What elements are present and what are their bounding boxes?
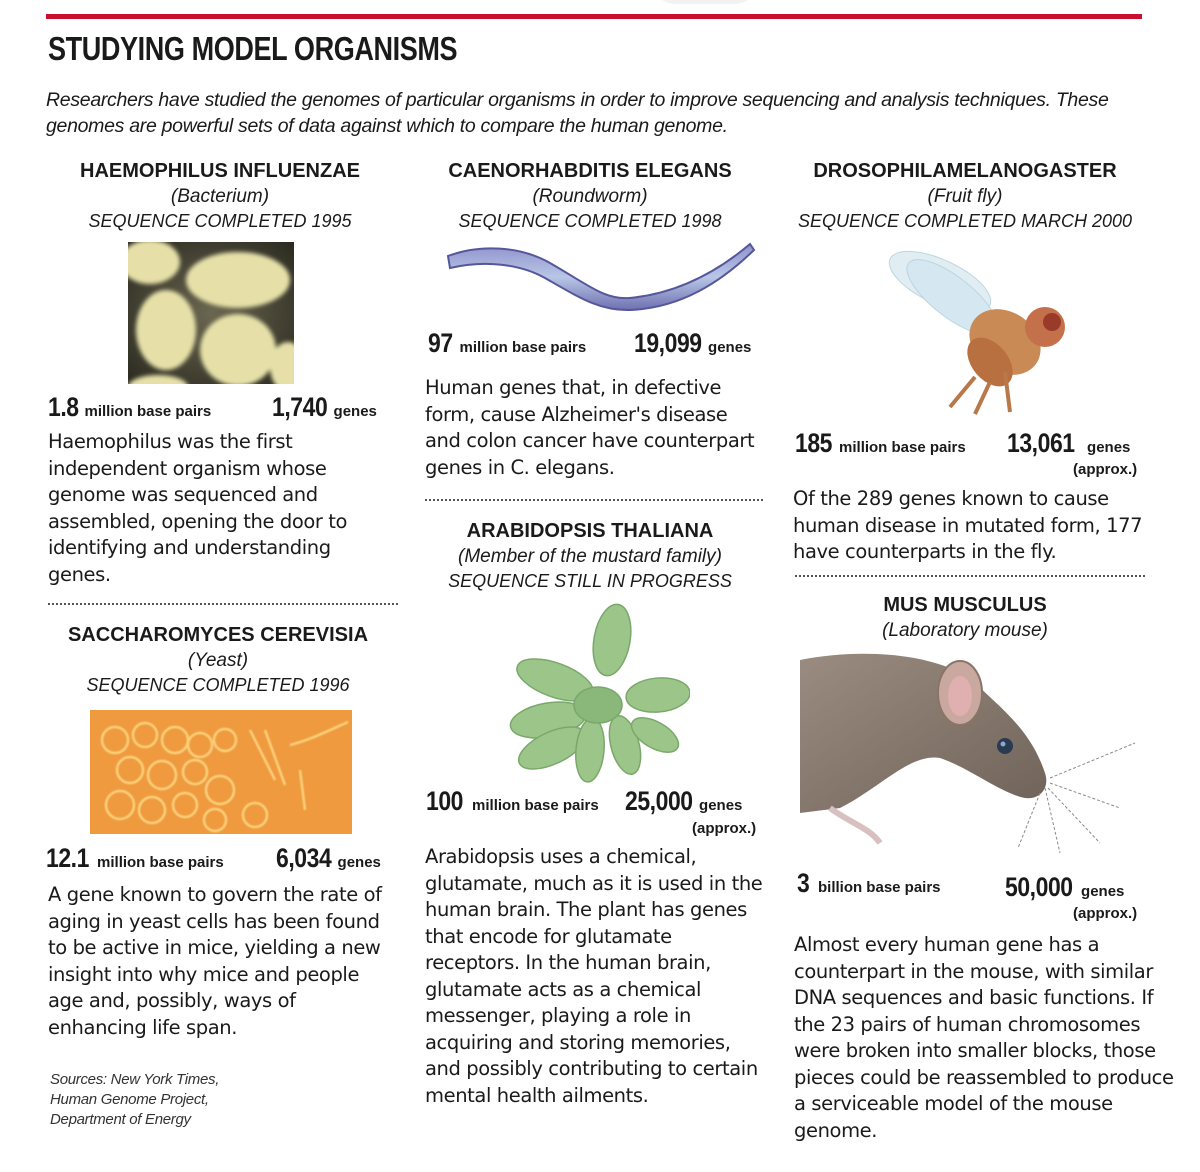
organism-name: DROSOPHILAMELANOGASTER <box>813 160 1117 182</box>
divider <box>425 499 763 501</box>
organism-description: Arabidopsis uses a chemical, glutamate, much as it is used in the human brain. The plant has genes that encode for glutamate receptors. In the human brain, glutamate acts as a chemical messenger, playing a role in acquiring and storing memories, and possibly contributing to certain mental health ailments. <box>425 845 763 1107</box>
intro-text: Researchers have studied the genomes of particular organisms in order to improve sequencing and analysis techniques. These genomes are powerful sets of data against which to compare the human genome. <box>46 89 1109 137</box>
stats-row <box>795 428 966 459</box>
stats-row <box>48 392 211 423</box>
organism-name: ARABIDOPSIS THALIANA <box>466 520 714 542</box>
genes-unit: genes <box>1081 883 1125 900</box>
section-saccharomyces <box>38 622 398 698</box>
header-rule <box>46 14 1142 19</box>
genes-unit: genes <box>708 339 752 356</box>
genes-stat <box>272 392 377 423</box>
decorative-arc <box>650 0 760 4</box>
source-line: Sources: New York Times, <box>50 1071 220 1088</box>
sequence-status: SEQUENCE COMPLETED 1998 <box>458 211 722 231</box>
organism-name: HAEMOPHILUS INFLUENZAE <box>80 160 360 182</box>
approx-note: (approx.) <box>1073 461 1138 478</box>
sequence-status: SEQUENCE STILL IN PROGRESS <box>448 571 732 591</box>
section-haemophilus <box>40 158 400 234</box>
sequence-status: SEQUENCE COMPLETED 1996 <box>86 675 350 695</box>
organism-common-name: (Bacterium) <box>170 186 270 207</box>
genes-stat <box>276 843 381 874</box>
base-pairs-unit: million base pairs <box>472 797 599 814</box>
base-pairs-value: 3 <box>797 868 810 898</box>
organism-description: Haemophilus was the first independent organism whose genome was sequenced and assembled, opening the door to identifying and understanding genes. <box>48 430 348 586</box>
organism-name: CAENORHABDITIS ELEGANS <box>448 160 732 182</box>
yeast-micrograph-icon <box>90 710 352 834</box>
organism-description: Almost every human gene has a counterpart in the mouse, with similar DNA sequences and basic functions. If the 23 pairs of human chromosomes were broken into smaller blocks, those pieces could be reassembled to produce a serviceable model of the mouse genome. <box>794 933 1174 1142</box>
stats-row <box>428 328 586 359</box>
genes-value: 19,099 <box>634 328 702 358</box>
organism-common-name: (Laboratory mouse) <box>882 620 1048 641</box>
genes-unit: genes <box>699 797 743 814</box>
base-pairs-unit: million base pairs <box>97 854 224 871</box>
genes-unit: genes <box>1087 439 1131 456</box>
stats-row <box>797 868 941 899</box>
divider <box>48 603 398 605</box>
base-pairs-value: 100 <box>426 786 464 816</box>
fruit-fly-icon <box>880 242 1070 422</box>
genes-value: 50,000 <box>1005 872 1073 902</box>
stats-row <box>426 786 599 817</box>
genes-value: 1,740 <box>272 392 328 422</box>
approx-note: (approx.) <box>692 820 757 837</box>
roundworm-icon <box>440 238 760 318</box>
source-line: Department of Energy <box>50 1111 191 1128</box>
section-mus-musculus <box>785 592 1145 643</box>
section-arabidopsis <box>410 518 770 594</box>
base-pairs-value: 12.1 <box>46 843 89 873</box>
organism-common-name: (Fruit fly) <box>927 186 1003 207</box>
genes-value: 25,000 <box>625 786 693 816</box>
base-pairs-unit: million base pairs <box>459 339 587 356</box>
genes-value: 6,034 <box>276 843 332 873</box>
source-line: Human Genome Project, <box>50 1091 209 1108</box>
stats-row <box>46 843 224 874</box>
genes-unit: genes <box>337 854 381 871</box>
sequence-status: SEQUENCE COMPLETED MARCH 2000 <box>797 211 1133 231</box>
genes-stat <box>634 328 751 359</box>
organism-common-name: (Member of the mustard family) <box>458 546 722 567</box>
genes-stat <box>1007 428 1130 459</box>
organism-common-name: (Roundworm) <box>532 186 648 207</box>
page-title: STUDYING MODEL ORGANISMS <box>48 30 458 67</box>
approx-note: (approx.) <box>1073 905 1138 922</box>
genes-value: 13,061 <box>1007 428 1075 458</box>
genes-unit: genes <box>333 403 377 420</box>
base-pairs-value: 1.8 <box>48 392 79 422</box>
sequence-status: SEQUENCE COMPLETED 1995 <box>88 211 352 231</box>
divider <box>795 575 1145 577</box>
base-pairs-unit: million base pairs <box>839 439 966 456</box>
genes-stat <box>1005 872 1124 903</box>
section-drosophila <box>785 158 1145 234</box>
plant-rosette-icon <box>500 600 690 785</box>
genes-stat <box>625 786 742 817</box>
sources-credit <box>50 1070 219 1130</box>
base-pairs-unit: million base pairs <box>84 403 212 420</box>
mouse-icon <box>800 648 1145 858</box>
base-pairs-value: 97 <box>428 328 453 358</box>
organism-description: Of the 289 genes known to cause human disease in mutated form, 177 have counterparts in the fly. <box>793 487 1143 563</box>
section-c-elegans <box>410 158 770 234</box>
base-pairs-unit: billion base pairs <box>817 879 941 896</box>
base-pairs-value: 185 <box>795 428 833 458</box>
organism-name: SACCHAROMYCES CEREVISIA <box>67 624 369 646</box>
organism-description: A gene known to govern the rate of aging in yeast cells has been found to be active in mice, yielding a new insight into why mice and people age and, possibly, ways of enhancing life span. <box>48 883 382 1039</box>
organism-name: MUS MUSCULUS <box>883 594 1047 616</box>
organism-common-name: (Yeast) <box>187 650 249 671</box>
organism-description: Human genes that, in defective form, cause Alzheimer's disease and colon cancer have counterpart genes in C. elegans. <box>425 376 755 479</box>
bacteria-micrograph-icon <box>128 242 294 384</box>
